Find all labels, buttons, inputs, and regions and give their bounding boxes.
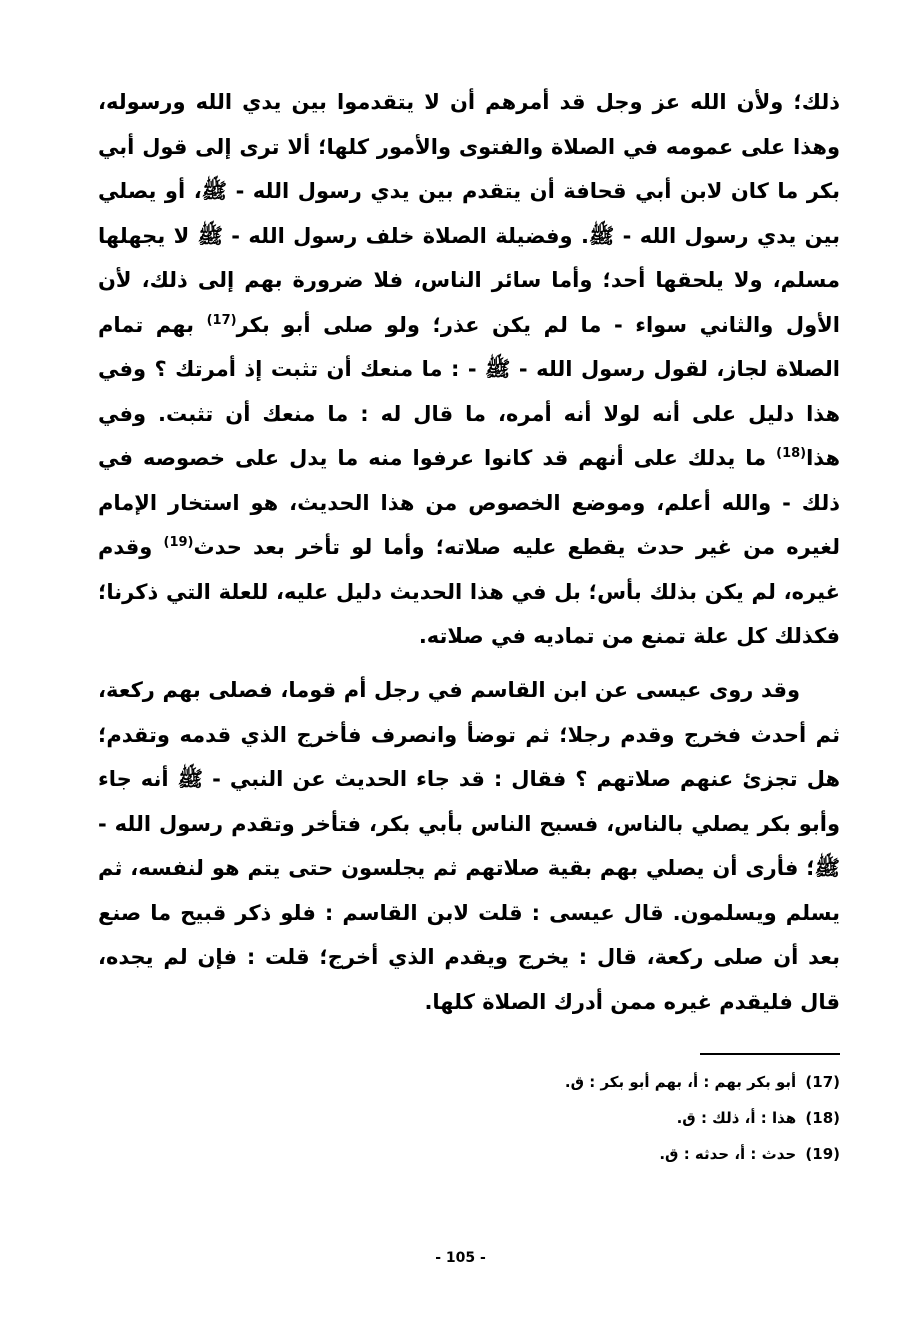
footnote-17 bbox=[450, 1064, 840, 1100]
footnote-18 bbox=[450, 1100, 840, 1136]
footnote-ref-18: (18) bbox=[776, 446, 807, 461]
footnote-divider bbox=[700, 1053, 840, 1055]
paragraph-1-text-a: ذلك؛ ولأن الله عز وجل قد أمرهم أن لا يتقدموا بين يدي الله ورسوله، وهذا على عمومه في الصلاة والفتوى والأمور كلها؛ ألا ترى إلى قول أبي بكر ما كان لابن أبي قحافة أن يتقدم بين يدي رسول الله - ﷺ، أو يصلي بين يدي رسول الله - ﷺ. وفضيلة الصلاة خلف رسول الله - ﷺ لا يجهلها مسلم، ولا يلحقها أحد؛ وأما سائر الناس، فلا ضرورة بهم إلى ذلك، لأن الأول والثاني سواء - ما لم يكن عذر؛ ولو صلى أبو بكر bbox=[98, 90, 840, 337]
footnote-number: (17) bbox=[805, 1073, 840, 1091]
paragraph-1-text-c: ما يدلك على أنهم قد كانوا عرفوا منه ما يدل على خصوصه في ذلك - والله أعلم، وموضع الخصوص من هذا الحديث، هو استخار الإمام لغيره من غير حدث يقطع عليه صلاته؛ وأما لو تأخر بعد حدث bbox=[98, 446, 841, 559]
page-number: - 105 - bbox=[435, 1250, 486, 1266]
paragraph-1-text-d: وقدم غيره، لم يكن بذلك بأس؛ بل في هذا الحديث دليل عليه، للعلة التي ذكرنا؛ فكذلك كل علة تمنع من تماديه في صلاته. bbox=[98, 535, 840, 648]
footnote-text: هذا : أ، ذلك : ق. bbox=[676, 1109, 797, 1127]
footnote-text: أبو بكر بهم : أ، بهم أبو بكر : ق. bbox=[564, 1073, 797, 1091]
paragraph-1 bbox=[98, 80, 840, 659]
footnotes-list bbox=[450, 1064, 840, 1172]
footnote-19 bbox=[450, 1136, 840, 1172]
footnote-number: (19) bbox=[805, 1145, 840, 1163]
footnote-ref-19: (19) bbox=[163, 535, 194, 550]
paragraph-2: وقد روى عيسى عن ابن القاسم في رجل أم قوما، فصلى بهم ركعة، ثم أحدث فخرج وقدم رجلا؛ ثم توضأ وانصرف فأخرج الذي قدمه وتقدم؛ هل تجزئ عنهم صلاتهم ؟ فقال : قد جاء الحديث عن النبي - ﷺ أنه جاء وأبو بكر يصلي بالناس، فسبح الناس بأبي بكر، فتأخر وتقدم رسول الله - ﷺ؛ فأرى أن يصلي بهم بقية صلاتهم ثم يجلسون حتى يتم هو لنفسه، ثم يسلم ويسلمون. قال عيسى : قلت لابن القاسم : فلو ذكر قبيح ما صنع بعد أن صلى ركعة، قال : يخرج ويقدم الذي أخرج؛ قلت : فإن لم يجده، قال فليقدم غيره ممن أدرك الصلاة كلها. bbox=[98, 678, 840, 1014]
footnote-text: حدث : أ، حدثه : ق. bbox=[659, 1145, 797, 1163]
paragraph-1-text-b: بهم تمام الصلاة لجاز، لقول رسول الله - ﷺ - : ما منعك أن تثبت إذ أمرتك ؟ وفي هذا دليل على أنه لولا أنه أمره، ما قال له : ما منعك أن تثبت. وفي هذا bbox=[98, 312, 840, 470]
footnote-ref-17: (17) bbox=[206, 312, 237, 328]
footnote-number: (18) bbox=[805, 1109, 840, 1127]
